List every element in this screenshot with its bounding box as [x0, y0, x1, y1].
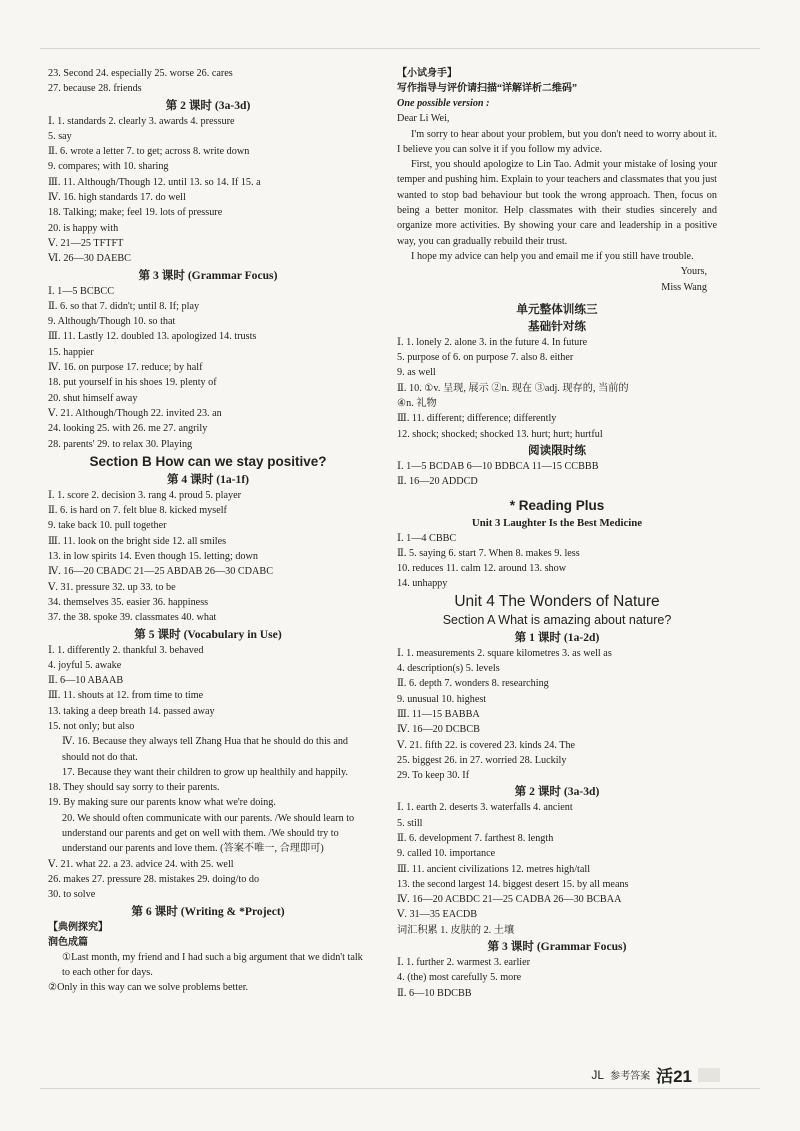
answer-line: 4. description(s) 5. levels: [397, 663, 500, 675]
lesson-heading: 阅读限时练: [528, 443, 586, 457]
answer-line: 19. By making sure our parents know what we're doing.: [48, 797, 276, 809]
answer-line: Ⅳ. 16—20 CBADC 21—25 ABDAB 26—30 CDABC: [48, 566, 273, 578]
answer-line: Ⅰ. 1—5 BCDAB 6—10 BDBCA 11—15 CCBBB: [397, 460, 599, 472]
answer-line: 词汇积累 1. 皮肤的 2. 土壤: [397, 924, 515, 936]
section-heading: * Reading Plus: [509, 497, 605, 513]
answer-line: Ⅱ. 6—10 ABAAB: [48, 675, 124, 687]
answer-line: 13. taking a deep breath 14. passed away: [48, 705, 215, 717]
answer-line: Ⅲ. 11. Lastly 12. doubled 13. apologized 14. trusts: [48, 331, 257, 343]
answer-line: 9. unusual 10. highest: [397, 693, 487, 705]
answer-line: Ⅴ. 31—35 EACDB: [397, 909, 478, 921]
answer-line: Ⅰ. 1. standards 2. clearly 3. awards 4. pressure: [48, 115, 235, 127]
page-footer: [591, 1062, 720, 1087]
answer-line: ④n. 礼物: [397, 398, 437, 410]
section-heading: Section B How can we stay positive?: [89, 453, 327, 469]
answer-line: Ⅳ. 16—20 DCBCB: [397, 724, 480, 736]
answer-line: 18. They should say sorry to their parents.: [48, 782, 220, 794]
lesson-heading: 第 5 课时 (Vocabulary in Use): [134, 627, 282, 641]
lesson-heading: 第 6 课时 (Writing & *Project): [131, 904, 285, 918]
letter-paragraph: I hope my advice can help you and email me if you still have trouble.: [411, 250, 694, 262]
answer-line: 30. to solve: [48, 889, 96, 901]
section-heading: Section A What is amazing about nature?: [442, 612, 672, 627]
answer-line: 9. take back 10. pull together: [48, 520, 167, 532]
footer-tab: [698, 1068, 720, 1082]
answer-line: 34. themselves 35. easier 36. happiness: [48, 596, 209, 608]
letter-paragraph: First, you should apologize to Lin Tao. Admit your mistake of losing your temper and pushing him. Explain to your teachers and classmates that you just wanted to stop bad behaviour but took the wrong approach. Then, focus on being a better monitor. Help classmates with their studies sincerely and organize more activities. By showing your care and leadership in a positive way, you can gradually rebuild their trust.: [397, 159, 717, 247]
answer-line: Ⅳ. 16. high standards 17. do well: [48, 192, 186, 204]
answer-line: 15. happier: [48, 346, 94, 358]
answer-line: Ⅲ. 11. different; difference; differently: [397, 413, 557, 425]
top-rule: [40, 48, 760, 49]
answer-line: Ⅲ. 11. ancient civilizations 12. metres high/tall: [397, 863, 591, 875]
tag-label: 【小试身手】: [397, 68, 457, 79]
answer-line: 14. unhappy: [397, 578, 448, 590]
lesson-heading: 第 3 课时 (Grammar Focus): [487, 940, 627, 954]
answer-line: Ⅱ. 6—10 BDCBB: [397, 987, 472, 999]
answer-line: Ⅱ. 6. so that 7. didn't; until 8. If; play: [48, 300, 200, 312]
unit-heading: Unit 4 The Wonders of Nature: [454, 592, 660, 610]
bottom-rule: [40, 1088, 760, 1089]
answer-line: Ⅰ. 1. measurements 2. square kilometres 3. as well as: [397, 647, 612, 659]
answer-line: Ⅴ. 31. pressure 32. up 33. to be: [48, 581, 176, 593]
answer-line: 4. (the) most carefully 5. more: [397, 972, 522, 984]
answer-line: ①Last month, my friend and I had such a big argument that we didn't talk to each other for days.: [62, 951, 363, 978]
signature-line: Miss Wang: [661, 281, 707, 293]
answer-line: 17. Because they want their children to grow up healthily and happily.: [62, 766, 348, 778]
answer-line: Ⅳ. 16—20 ACBDC 21—25 CADBA 26—30 BCBAA: [397, 894, 622, 906]
answer-line: 25. biggest 26. in 27. worried 28. Luckily: [397, 754, 567, 766]
answer-line: 20. shut himself away: [48, 392, 138, 404]
answer-line: 9. called 10. importance: [397, 848, 496, 860]
answer-line: Ⅱ. 5. saying 6. start 7. When 8. makes 9. less: [397, 547, 580, 559]
answer-line: Dear Li Wei,: [397, 113, 450, 125]
answer-line: Ⅱ. 6. depth 7. wonders 8. researching: [397, 678, 549, 690]
publisher-logo: JL: [591, 1067, 605, 1082]
answer-line: 13. the second largest 14. biggest desert 15. by all means: [397, 878, 629, 890]
lesson-heading: 第 1 课时 (1a-2d): [514, 630, 600, 644]
footer-label: 参考答案: [610, 1071, 651, 1082]
answer-line: 9. Although/Though 10. so that: [48, 316, 176, 328]
answer-line: 24. looking 25. with 26. me 27. angrily: [48, 423, 208, 435]
answer-line: 4. joyful 5. awake: [48, 659, 122, 671]
answer-line: Ⅴ. 21. fifth 22. is covered 23. kinds 24. The: [397, 739, 576, 751]
answer-line: Ⅳ. 16. Because they always tell Zhang Hua that he should do this and should not do that.: [62, 736, 349, 763]
answer-line: 20. We should often communicate with our parents. /We should learn to understand our parents and get on well with them. /We should try to understand our parents and love them. (答案不唯一, 合理即可): [62, 812, 355, 855]
answer-line: Ⅰ. 1. score 2. decision 3. rang 4. proud 5. player: [48, 489, 242, 501]
answer-line: 10. reduces 11. calm 12. around 13. show: [397, 563, 567, 575]
answer-line: Ⅱ. 6. development 7. farthest 8. length: [397, 832, 554, 844]
answer-line: Ⅰ. 1—4 CBBC: [397, 532, 457, 544]
answer-line: 37. the 38. spoke 39. classmates 40. what: [48, 612, 217, 624]
answer-line: 5. say: [48, 130, 72, 142]
answer-line: 13. in low spirits 14. Even though 15. letting; down: [48, 551, 258, 563]
answer-line: Ⅴ. 21. Although/Though 22. invited 23. an: [48, 407, 222, 419]
answer-line: 5. still: [397, 817, 423, 829]
answer-line: 9. compares; with 10. sharing: [48, 161, 169, 173]
answer-line: Ⅴ. 21—25 TFTFT: [48, 237, 124, 249]
answer-line: Ⅱ. 6. is hard on 7. felt blue 8. kicked myself: [48, 505, 227, 517]
page-number: 活21: [656, 1067, 692, 1086]
answer-line: 18. Talking; make; feel 19. lots of pressure: [48, 207, 223, 219]
answer-line: Ⅰ. 1—5 BCBCC: [48, 285, 115, 297]
answer-line: 5. purpose of 6. on purpose 7. also 8. either: [397, 352, 574, 364]
answer-line: 18. put yourself in his shoes 19. plenty of: [48, 377, 217, 389]
answer-line: 12. shock; shocked; shocked 13. hurt; hurt; hurtful: [397, 428, 603, 440]
signature-line: Yours,: [680, 266, 707, 278]
unit-subheading: Unit 3 Laughter Is the Best Medicine: [471, 516, 643, 529]
answer-line: 26. makes 27. pressure 28. mistakes 29. doing/to do: [48, 873, 260, 885]
answer-line: Ⅵ. 26—30 DAEBC: [48, 253, 131, 265]
right-column: [397, 66, 717, 1001]
lesson-heading: 第 2 课时 (3a-3d): [514, 785, 600, 799]
answer-line: Ⅲ. 11. shouts at 12. from time to time: [48, 690, 204, 702]
answer-line: Ⅱ. 10. ①v. 呈现, 展示 ②n. 现在 ③adj. 现存的, 当前的: [397, 382, 629, 394]
answer-line: Ⅰ. 1. earth 2. deserts 3. waterfalls 4. ancient: [397, 802, 573, 814]
answer-line: Ⅲ. 11. Although/Though 12. until 13. so 14. If 15. a: [48, 176, 261, 188]
tag-label: 润色成篇: [48, 936, 88, 948]
answer-line: 28. parents' 29. to relax 30. Playing: [48, 438, 193, 450]
answer-line: ②Only in this way can we solve problems better.: [48, 982, 249, 994]
letter-paragraph: I'm sorry to hear about your problem, but you don't need to worry about it. I believe you can solve it if you follow my advice.: [397, 128, 717, 155]
answer-line: 27. because 28. friends: [48, 83, 142, 95]
answer-line: Ⅲ. 11—15 BABBA: [397, 708, 480, 720]
lesson-heading: 单元整体训练三: [516, 302, 598, 316]
answer-line: Ⅰ. 1. lonely 2. alone 3. in the future 4. In future: [397, 336, 588, 348]
answer-line: Ⅲ. 11. look on the bright side 12. all smiles: [48, 535, 227, 547]
lesson-heading: 第 3 课时 (Grammar Focus): [138, 268, 278, 282]
answer-line: 23. Second 24. especially 25. worse 26. cares: [48, 68, 233, 79]
answer-line: 9. as well: [397, 367, 436, 379]
lesson-heading: 第 2 课时 (3a-3d): [165, 98, 251, 112]
version-label: One possible version :: [397, 98, 490, 109]
lesson-heading: 基础针对练: [528, 319, 586, 333]
answer-line: 29. To keep 30. If: [397, 770, 470, 782]
tag-label: 【典例探究】: [48, 921, 108, 933]
answer-line: 15. not only; but also: [48, 720, 135, 732]
answer-line: 20. is happy with: [48, 222, 119, 234]
answer-line: Ⅰ. 1. differently 2. thankful 3. behaved: [48, 644, 204, 656]
answer-line: Ⅱ. 16—20 ADDCD: [397, 476, 478, 488]
tag-label: 写作指导与评价请扫描“详解详析二维码”: [397, 83, 577, 94]
lesson-heading: 第 4 课时 (1a-1f): [166, 472, 250, 486]
answer-line: Ⅴ. 21. what 22. a 23. advice 24. with 25. well: [48, 858, 234, 870]
answer-line: Ⅳ. 16. on purpose 17. reduce; by half: [48, 362, 203, 374]
left-column: [48, 66, 368, 995]
answer-line: Ⅱ. 6. wrote a letter 7. to get; across 8. write down: [48, 146, 250, 158]
answer-line: Ⅰ. 1. further 2. warmest 3. earlier: [397, 957, 531, 969]
